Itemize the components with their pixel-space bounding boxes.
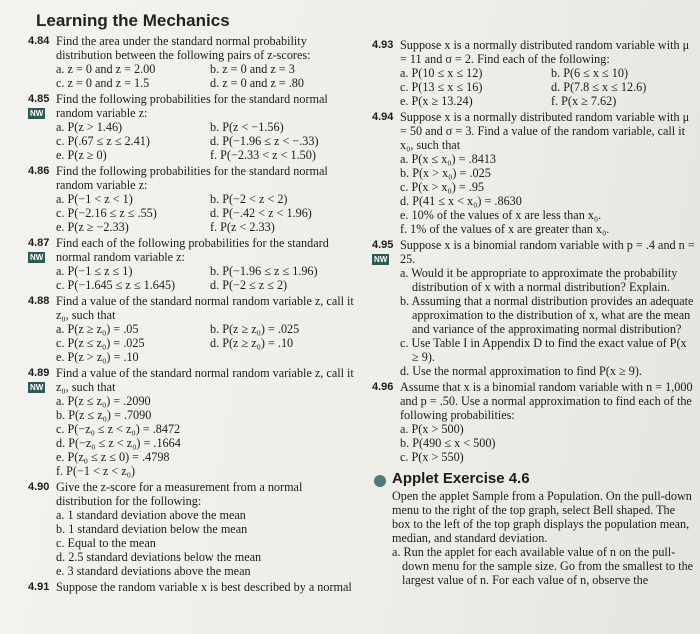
exercise-part: c. P(x > 550) xyxy=(400,450,464,464)
exercise-stem: Suppose x is a normally distributed random variable with μ = 11 and σ = 2. Find each of the following: xyxy=(400,38,690,66)
exercise-part: c. Use Table I in Appendix D to find the exact value of P(x ≥ 9). xyxy=(400,336,687,364)
exercise-part: f. P(x ≥ 7.62) xyxy=(551,94,617,108)
exercise-4-84 xyxy=(28,34,358,90)
exercise-part: e. 10% of the values of x are less than x₀. xyxy=(400,208,602,222)
exercise-part: a. z = 0 and z = 2.00 xyxy=(56,62,156,76)
exercise-4-85 xyxy=(28,92,358,162)
exercise-number: 4.88 xyxy=(28,295,50,307)
exercise-number: 4.95 xyxy=(372,239,394,251)
exercise-parts xyxy=(56,192,358,234)
exercise-number: 4.89 xyxy=(28,367,50,379)
exercise-stem: Find a value of the standard normal random variable z, call it z₀, such that xyxy=(56,294,354,322)
exercise-4-89 xyxy=(28,366,358,478)
applet-exercise xyxy=(372,472,696,587)
exercise-stem: Find each of the following probabilities for the standard normal random variable z: xyxy=(56,236,329,264)
exercise-parts xyxy=(56,264,358,292)
applet-bullet-icon xyxy=(374,475,386,487)
exercise-part: e. P(z > z₀) = .10 xyxy=(56,350,139,364)
exercise-part xyxy=(210,350,358,364)
exercise-part: b. P(z ≥ z₀) = .025 xyxy=(210,322,300,336)
exercise-part: e. P(z ≥ −2.33) xyxy=(56,220,129,234)
exercise-part: a. P(−1 < z < 1) xyxy=(56,192,133,206)
exercise-part: b. P(z ≤ z₀) = .7090 xyxy=(56,408,152,422)
exercise-part: b. P(x > x₀) = .025 xyxy=(400,166,491,180)
exercise-part: d. z = 0 and z = .80 xyxy=(210,76,304,90)
nw-badge-icon: NW xyxy=(30,383,44,392)
exercise-4-88 xyxy=(28,294,358,364)
exercise-parts xyxy=(56,62,358,90)
exercise-parts xyxy=(400,66,696,108)
exercise-part: a. P(x > 500) xyxy=(400,422,464,436)
exercise-4-91 xyxy=(28,580,358,594)
exercise-number: 4.91 xyxy=(28,581,50,593)
exercise-part: a. P(z ≥ z₀) = .05 xyxy=(56,322,139,336)
nw-badge-icon: NW xyxy=(30,109,44,118)
exercise-stem: Suppose x is a binomial random variable with p = .4 and n = 25. xyxy=(400,238,695,266)
exercise-number: 4.85 xyxy=(28,93,50,105)
exercise-parts xyxy=(400,266,696,378)
nw-badge-icon: NW xyxy=(30,253,44,262)
exercise-parts xyxy=(56,322,358,364)
exercise-part: d. P(z ≥ z₀) = .10 xyxy=(210,336,294,350)
exercise-part: d. P(−1.96 ≤ z < −.33) xyxy=(210,134,319,148)
exercise-4-96 xyxy=(372,380,696,464)
exercise-part: b. 1 standard deviation below the mean xyxy=(56,522,248,536)
exercise-number: 4.94 xyxy=(372,111,394,123)
exercise-part: e. 3 standard deviations above the mean xyxy=(56,564,251,578)
exercise-part: d. P(−.42 < z < 1.96) xyxy=(210,206,312,220)
exercise-part: c. P(x > x₀) = .95 xyxy=(400,180,485,194)
exercise-part: c. Equal to the mean xyxy=(56,536,156,550)
exercise-part: c. P(−1.645 ≤ z ≤ 1.645) xyxy=(56,278,176,292)
exercise-part: a. P(10 ≤ x ≤ 12) xyxy=(400,66,483,80)
exercise-part: b. P(z < −1.56) xyxy=(210,120,284,134)
applet-item-a: a. Run the applet for each available value of n on the pull-down menu for the sample size. Go from the smallest to the largest value of n. For each value of n, observe the xyxy=(392,545,694,587)
exercise-part: b. z = 0 and z = 3 xyxy=(210,62,295,76)
exercise-parts xyxy=(56,120,358,162)
exercise-part: c. P(z ≤ z₀) = .025 xyxy=(56,336,145,350)
exercise-number: 4.84 xyxy=(28,35,50,47)
exercise-part: d. Use the normal approximation to find P(x ≥ 9). xyxy=(400,364,642,378)
exercise-number: 4.86 xyxy=(28,165,50,177)
exercise-stem: Find the following probabilities for the standard normal random variable z: xyxy=(56,164,328,192)
exercise-4-87 xyxy=(28,236,358,292)
exercise-number: 4.96 xyxy=(372,381,394,393)
exercise-stem: Find the following probabilities for the standard normal random variable z: xyxy=(56,92,328,120)
exercise-number: 4.93 xyxy=(372,39,394,51)
exercise-parts xyxy=(400,422,696,464)
exercise-part: e. P(z₀ ≤ z ≤ 0) = .4798 xyxy=(56,450,170,464)
exercise-4-93 xyxy=(372,38,696,108)
exercise-part: e. P(z ≥ 0) xyxy=(56,148,107,162)
exercise-stem: Assume that x is a binomial random variable with n = 1,000 and p = .50. Use a normal approximation to find each of the following probabilities: xyxy=(400,380,693,422)
exercise-part: b. P(−1.96 ≤ z ≤ 1.96) xyxy=(210,264,318,278)
exercise-part: d. P(7.8 ≤ x ≤ 12.6) xyxy=(551,80,647,94)
exercise-part: d. P(−z₀ ≤ z < z₀) = .1664 xyxy=(56,436,181,450)
exercise-stem: Give the z-score for a measurement from a normal distribution for the following: xyxy=(56,480,303,508)
exercise-part: d. 2.5 standard deviations below the mean xyxy=(56,550,262,564)
exercise-part: a. P(z > 1.46) xyxy=(56,120,123,134)
exercise-parts xyxy=(56,508,358,578)
exercise-part: c. P(−z₀ ≤ z < z₀) = .8472 xyxy=(56,422,181,436)
exercise-part: a. 1 standard deviation above the mean xyxy=(56,508,246,522)
exercise-4-95 xyxy=(372,238,696,378)
applet-body: Open the applet Sample from a Population. On the pull-down menu to the right of the top graph, select Bell shaped. The box to the left of the top graph displays the population mean, median, and standard deviation. xyxy=(392,489,692,545)
exercise-part: b. Assuming that a normal distribution provides an adequate approximation to the distribution of x, what are the mean and variance of the approximating normal distribution? xyxy=(400,294,694,336)
exercise-part: c. z = 0 and z = 1.5 xyxy=(56,76,150,90)
exercise-part: d. P(41 ≤ x < x₀) = .8630 xyxy=(400,194,522,208)
exercise-part: b. P(6 ≤ x ≤ 10) xyxy=(551,66,629,80)
applet-title: Applet Exercise 4.6 xyxy=(392,470,530,487)
exercise-part: f. P(−1 < z < z₀) xyxy=(56,464,136,478)
nw-badge-icon: NW xyxy=(374,255,388,264)
exercise-part: f. P(−2.33 < z < 1.50) xyxy=(210,148,316,162)
exercise-parts xyxy=(400,152,696,236)
exercise-4-94 xyxy=(372,110,696,236)
exercise-part: d. P(−2 ≤ z ≤ 2) xyxy=(210,278,288,292)
exercise-number: 4.90 xyxy=(28,481,50,493)
exercise-parts xyxy=(56,394,358,478)
exercise-part: a. Would it be appropriate to approximate the probability distribution of x with a normal distribution? Explain. xyxy=(400,266,678,294)
exercise-stem: Suppose the random variable x is best described by a normal xyxy=(56,580,352,594)
exercise-part: a. P(−1 ≤ z ≤ 1) xyxy=(56,264,133,278)
exercise-stem: Find a value of the standard normal random variable z, call it z₀, such that xyxy=(56,366,354,394)
exercise-4-90 xyxy=(28,480,358,578)
exercise-part: c. P(13 ≤ x ≤ 16) xyxy=(400,80,483,94)
exercise-part: b. P(490 ≤ x < 500) xyxy=(400,436,496,450)
exercise-part: e. P(x ≥ 13.24) xyxy=(400,94,473,108)
right-column xyxy=(372,38,696,587)
exercise-number: 4.87 xyxy=(28,237,50,249)
section-heading: Learning the Mechanics xyxy=(36,11,230,30)
exercise-part: f. P(z < 2.33) xyxy=(210,220,275,234)
exercise-part: f. 1% of the values of x are greater than x₀. xyxy=(400,222,610,236)
left-column xyxy=(28,34,358,596)
exercise-stem: Suppose x is a normally distributed random variable with μ = 50 and σ = 3. Find a value of the random variable, call it x₀, such that xyxy=(400,110,690,152)
exercise-part: b. P(−2 < z < 2) xyxy=(210,192,288,206)
exercise-part: c. P(−2.16 ≤ z ≤ .55) xyxy=(56,206,157,220)
exercise-part: a. P(x ≤ x₀) = .8413 xyxy=(400,152,497,166)
exercise-part: a. P(z ≤ z₀) = .2090 xyxy=(56,394,151,408)
exercise-stem: Find the area under the standard normal probability distribution between the following pairs of z-scores: xyxy=(56,34,311,62)
exercise-part: c. P(.67 ≤ z ≤ 2.41) xyxy=(56,134,150,148)
exercise-4-86 xyxy=(28,164,358,234)
